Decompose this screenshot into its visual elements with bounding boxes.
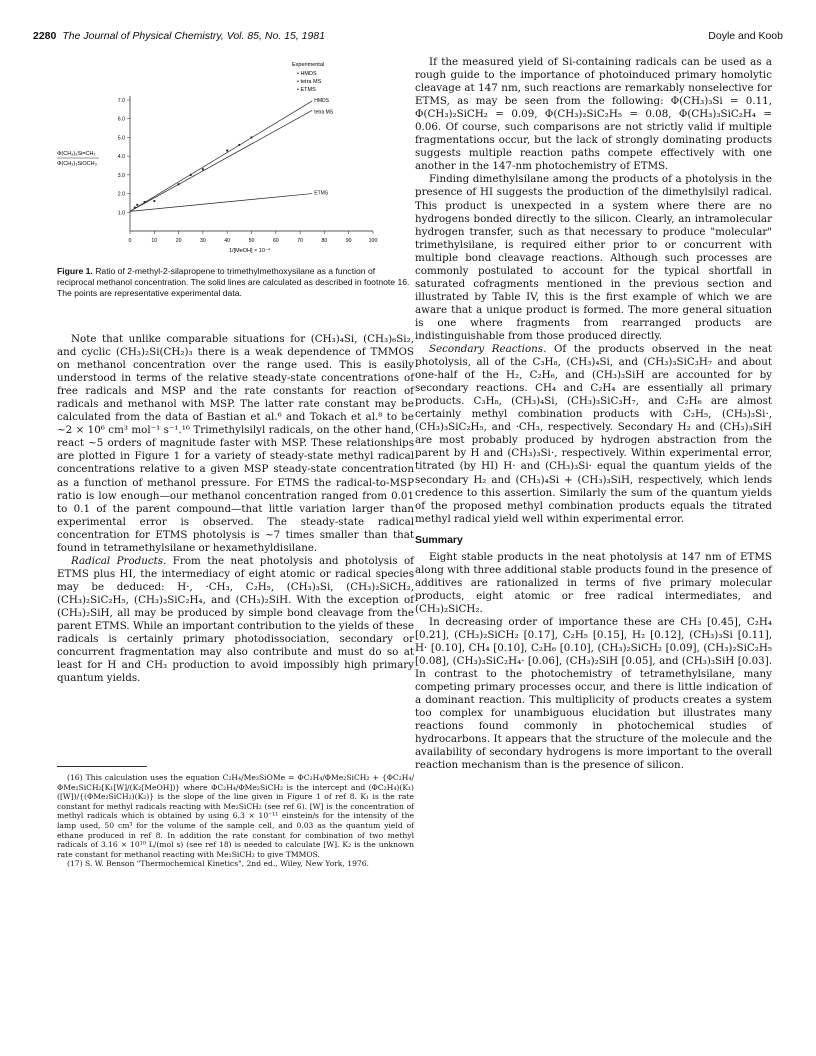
running-header xyxy=(33,30,783,46)
legend-item-etms: • ETMS xyxy=(297,87,316,93)
series-label: HMDS xyxy=(314,97,329,104)
x-axis-label xyxy=(229,247,271,254)
y-label-denominator: Φ(CH₃)₃SiOCH₃ xyxy=(57,161,97,167)
series-line-hmds xyxy=(130,101,312,211)
x-tick-label: 30 xyxy=(200,238,206,244)
series-label: ETMS xyxy=(314,190,329,197)
figure-caption xyxy=(57,266,414,299)
chart-axes xyxy=(118,96,378,244)
chart-points xyxy=(134,136,253,208)
chart-series xyxy=(130,98,334,211)
y-tick-label: 3.0 xyxy=(117,172,125,179)
footnotes xyxy=(57,766,414,869)
body-paragraph: Eight stable products in the neat photolysis at 147 nm of ETMS along with three additional stable products found in the presence of additives are rationalized in terms of five primary molecular products, eight atomic or free radical intermediates, and (CH₃)₂SiCH₂. xyxy=(415,550,772,615)
x-tick-label: 10 xyxy=(151,238,158,244)
legend-item-hmds: • HMDS xyxy=(297,71,317,77)
data-point xyxy=(226,149,228,151)
footnote-16: (16) This calculation uses the equation C₂H₄/Me₃SiOMe = ΦC₂H₄/ΦMe₂SiCH₂ + {ΦC₂H₄/ΦMe₂SiCH₂[K₁[W]/(K₂[MeOH])} where ΦC₂H₄/ΦMe₂SiCH₂ is the intercept and (ΦC₂H₄)(K₁)([W])/{(ΦMe₂SiCH₂)(K₂)} is the slope of the line given in Figure 1 of ref 8. K₁ is the rate constant for methyl radicals reacting with Me₂SiCH₂ (see ref 6). [W] is the concentration of methyl radicals which is obtained by using 6.3 × 10⁻¹¹ einstein/s for the intensity of the lamp used, 50 cm³ for the volume of the sample cell, and 0.03 as the quantum yield of ethane produced in ref 8. In addition the rate constant for combination of two methyl radicals of 3.16 × 10¹⁰ L/(mol s) (see ref 18) is needed to calculate [W]. K₂ is the unknown rate constant for methanol reacting with Me₂SiCH₂ to give TMMOS. xyxy=(57,773,414,859)
x-tick-label: 20 xyxy=(175,238,182,244)
series-label: tetra MS xyxy=(314,109,334,116)
data-point xyxy=(134,207,136,209)
x-tick-label: 80 xyxy=(321,238,328,244)
y-tick-label: 1.0 xyxy=(117,210,125,217)
journal-title: The Journal of Physical Chemistry, Vol. 85, No. 15, 1981 xyxy=(62,30,325,42)
y-tick-label: 4.0 xyxy=(117,154,125,161)
y-tick-label: 7.0 xyxy=(117,98,125,104)
left-column-body xyxy=(57,333,414,685)
x-tick-label: 0 xyxy=(128,238,132,244)
y-tick-label: 5.0 xyxy=(117,135,125,142)
data-point xyxy=(178,183,180,185)
data-point xyxy=(250,136,252,138)
x-tick-label: 50 xyxy=(248,238,255,244)
data-point xyxy=(190,174,192,176)
right-column xyxy=(415,56,772,773)
data-point xyxy=(143,201,145,203)
x-axis-label-text: 1/[MeOH] × 10⁻⁴ xyxy=(229,248,271,254)
header-authors: Doyle and Koob xyxy=(708,30,783,42)
body-paragraph: Note that unlike comparable situations for (CH₃)₄Si, (CH₃)₆Si₂, and cyclic (CH₃)₂Si(CH₂)₃ there is a weak dependence of TMMOS on methanol concentration over the range used. This is easily understood in terms of the relative steady-state concentrations of free radicals and MSP and the rate constants for reaction of radicals and methanol with MSP. The latter rate constant may be calculated from the data of Bastian et al.⁶ and Tokach et al.⁸ to be ~2 × 10⁶ cm³ mol⁻¹ s⁻¹.¹⁶ Trimethylsilyl radicals, on the other hand, react ~5 orders of magnitude faster with MSP. These relationships are plotted in Figure 1 for a variety of steady-state methyl radical concentrations relative to a given MSP steady-state concentration as a function of methanol pressure. For ETMS the radical-to-MSP ratio is low enough—our methanol concentration ranged from 0.01 to 0.1 of the parent compound—that little variation larger than experimental error is observed. The steady-state radical concentration for ETMS photolysis is ~7 times smaller than that found in tetramethylsilane or hexamethyldisilane. xyxy=(57,333,414,554)
body-paragraph: In decreasing order of importance these are CH₃ [0.45], C₂H₄ [0.21], (CH₃)₂SiCH₂ [0.17], C₂H₅ [0.15], H₂ [0.12], (CH₃)₃Si [0.11], H· [0.10], CH₄ [0.10], C₂H₆ [0.10], (CH₃)₂SiCH₂ [0.09], (CH₃)₂SiC₂H₅ [0.08], (CH₃)₃SiC₂H₄· [0.06], (CH₃)₂SiH [0.05], and (CH₃)₃SiH [0.03]. In contrast to the photochemistry of tetramethylsilane, many competing primary processes occur, and there is little indication of a dominant reaction. This multiplicity of products creates a system too complex for unambiguous elucidation but illustrates many reactions found commonly in photochemical studies of hydrocarbons. It appears that the structure of the molecule and the availability of secondary hydrogens is more important to the overall reaction mechanism than is the presence of silicon. xyxy=(415,615,772,772)
legend-item-tetra-ms: • tetra MS xyxy=(297,79,322,85)
data-point xyxy=(153,200,155,202)
caption-label: Figure 1. xyxy=(57,266,93,276)
x-tick-label: 100 xyxy=(368,238,378,244)
paragraph-text: Of the products observed in the neat photolysis, all of the C₃H₈, (CH₃)₄Si, and (CH₃)₃SiC₃H₇ and about one-half of the H₂, C₂H₆, and (CH₃)₃SiH are accounted for by secondary reactions. CH₄ and C₂H₄ are essentially all primary products. C₃H₈, (CH₃)₄Si, (CH₃)₃SiC₃H₇, and C₂H₆ are almost certainly methyl combination products with C₂H₅, (CH₃)₃Si·, (CH₃)₃SiC₂H₅, and ·CH₃, respectively. Secondary H₂ and (CH₃)₃SiH are most probably produced by hydrogen abstraction from the parent by H and (CH₃)₃Si·, respectively. Within experimental error, titrated (by HI) H· and (CH₃)₃Si· equal the quantum yields of the secondary H₂ and (CH₃)₄Si + (CH₃)₃SiH, respectively, which lends credence to this assertion. Similarly the sum of the quantum yields of the proposed methyl combination products equals the titrated methyl radical yield well within experimental error. xyxy=(415,343,772,525)
y-label-numerator: Φ(CH₃)₂Si=CH₂ xyxy=(57,151,96,157)
header-left xyxy=(33,30,325,42)
figure-1-chart xyxy=(57,56,414,271)
legend-title: Experimental xyxy=(292,62,325,68)
paragraph-text: From the neat photolysis and photolysis of ETMS plus HI, the intermediacy of eight atomic or radical species may be deduced: H·, ·CH₃, C₂H₅, (CH₃)₃Si, (CH₃)₂SiCH₂, (CH₃)₂SiC₂H₅, (CH₃)₃SiC₂H₄, and (CH₃)₂SiH. With the exception of (CH₃)₂SiH, all may be produced by simple bond cleavage from the parent ETMS. While an important contribution to the yields of these radicals is certainly primary photodissociation, secondary or concurrent fragmentation may also contribute and must do so at least for H and CH₃ production to avoid impossibly high primary quantum yields. xyxy=(57,554,414,685)
x-tick-label: 40 xyxy=(224,238,231,244)
data-point xyxy=(136,204,138,206)
runin-heading: Secondary Reactions. xyxy=(429,343,547,356)
body-paragraph: If the measured yield of Si-containing radicals can be used as a rough guide to the importance of photoinduced primary homolytic cleavage at 147 nm, such reactions are remarkably nonselective for ETMS, as may be seen from the following: Φ(CH₃)₃Si = 0.11, Φ(CH₃)₂SiCH₂ = 0.09, Φ(CH₃)₂SiC₂H₅ = 0.08, Φ(CH₃)₃SiC₂H₄ = 0.06. Of course, such comparisons are not strictly valid if multiple fragmentations occur, but the lack of strongly dominating products suggests multiple reaction paths compete effectively with one another in the 147-nm photochemistry of ETMS. xyxy=(415,56,772,173)
chart-legend xyxy=(292,62,324,93)
x-tick-label: 70 xyxy=(297,238,303,244)
runin-heading: Radical Products. xyxy=(71,554,167,567)
y-axis-label xyxy=(57,151,99,167)
footnote-rule xyxy=(57,766,147,767)
summary-heading: Summary xyxy=(415,533,463,546)
x-tick-label: 90 xyxy=(345,238,352,244)
data-point xyxy=(238,144,240,146)
caption-text: Ratio of 2-methyl-2-silapropene to trimethylmethoxysilane as a function of reciprocal methanol concentration. The solid lines are calculated as described in footnote 16. The points are representative experimental data. xyxy=(57,266,410,298)
page-number: 2280 xyxy=(33,30,57,42)
y-tick-label: 2.0 xyxy=(117,191,125,198)
data-point xyxy=(202,168,204,170)
x-tick-label: 60 xyxy=(272,238,279,244)
radical-products-paragraph xyxy=(57,555,414,685)
y-tick-label: 6.0 xyxy=(117,116,125,123)
body-paragraph: Finding dimethylsilane among the products of a photolysis in the presence of HI suggests the production of the dimethylsilyl radical. This product is unexpected in a system where there are no hydrogens bonded directly to the silicon. Clearly, an intramolecular hydrogen transfer, such as that necessary to produce "molecular" trimethylsilane, is required either prior to or concurrent with multiple bond cleavage reactions. Although such processes are commonly postulated to account for the typical shortfall in saturated cofragments mentioned in the previous section and illustrated by Table IV, this is the first example of which we are aware that a unique product is formed. The more general situation is one where fragments from rearranged products are indistinguishable from those produced directly. xyxy=(415,173,772,342)
footnote-17: (17) S. W. Benson "Thermochemical Kinetics", 2nd ed., Wiley, New York, 1976. xyxy=(67,859,369,869)
secondary-reactions-paragraph xyxy=(415,343,772,526)
